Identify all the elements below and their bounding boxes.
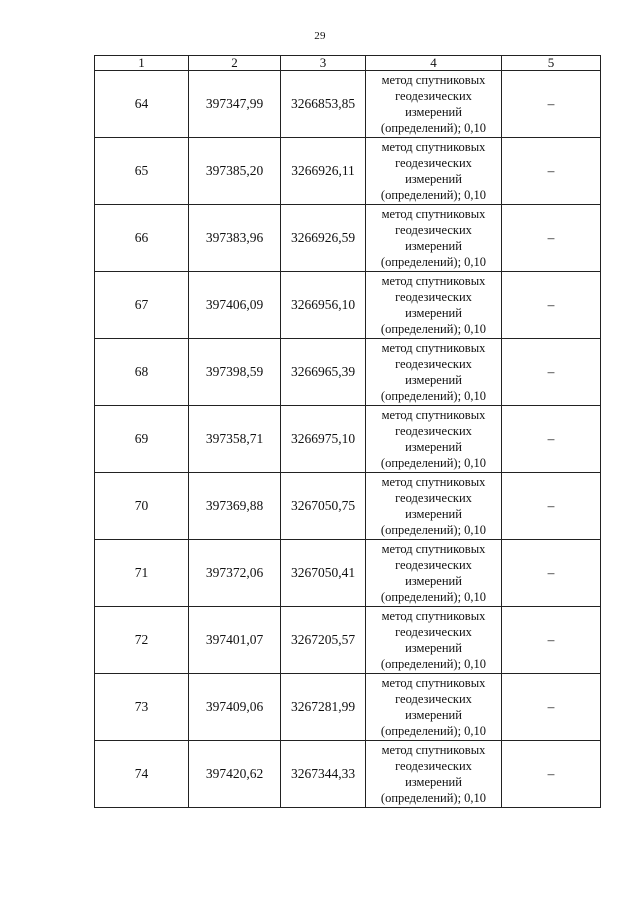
y-coordinate-cell: 3266926,59 — [281, 205, 366, 272]
table-row — [95, 473, 601, 540]
y-coordinate-cell: 3266926,11 — [281, 138, 366, 205]
method-line: геодезических — [395, 156, 472, 170]
method-line: (определений); 0,10 — [380, 456, 487, 470]
y-coordinate-cell: 3266956,10 — [281, 272, 366, 339]
point-number-cell: 65 — [95, 138, 189, 205]
x-coordinate-cell: 397369,88 — [189, 473, 281, 540]
method-line: измерений — [405, 574, 462, 588]
note-cell: – — [502, 138, 601, 205]
method-line: геодезических — [395, 357, 472, 371]
method-line: (определений); 0,10 — [380, 791, 487, 805]
x-coordinate-cell: 397372,06 — [189, 540, 281, 607]
table-row — [95, 406, 601, 473]
method-line: геодезических — [395, 625, 472, 639]
method-line: (определений); 0,10 — [380, 657, 487, 671]
table-row — [95, 272, 601, 339]
coordinates-table — [94, 55, 601, 808]
note-cell: – — [502, 473, 601, 540]
point-number-cell: 71 — [95, 540, 189, 607]
method-line: (определений); 0,10 — [380, 523, 487, 537]
method-line: геодезических — [395, 424, 472, 438]
point-number-cell: 72 — [95, 607, 189, 674]
method-line: метод спутниковых — [381, 73, 486, 87]
y-coordinate-cell: 3266853,85 — [281, 71, 366, 138]
column-header: 1 — [95, 56, 189, 71]
x-coordinate-cell: 397409,06 — [189, 674, 281, 741]
method-line: измерений — [405, 775, 462, 789]
note-cell: – — [502, 674, 601, 741]
x-coordinate-cell: 397347,99 — [189, 71, 281, 138]
method-cell — [366, 741, 502, 808]
point-number-cell: 68 — [95, 339, 189, 406]
page-number: 29 — [314, 30, 326, 42]
method-cell — [366, 272, 502, 339]
y-coordinate-cell: 3267205,57 — [281, 607, 366, 674]
table-row — [95, 607, 601, 674]
method-line: геодезических — [395, 89, 472, 103]
method-line: измерений — [405, 373, 462, 387]
table-row — [95, 674, 601, 741]
y-coordinate-cell: 3266975,10 — [281, 406, 366, 473]
method-line: метод спутниковых — [381, 743, 486, 757]
note-cell: – — [502, 540, 601, 607]
point-number-cell: 69 — [95, 406, 189, 473]
point-number-cell: 70 — [95, 473, 189, 540]
method-cell — [366, 607, 502, 674]
method-line: геодезических — [395, 290, 472, 304]
method-line: метод спутниковых — [381, 408, 486, 422]
method-cell — [366, 674, 502, 741]
method-line: (определений); 0,10 — [380, 322, 487, 336]
note-cell: – — [502, 71, 601, 138]
method-line: геодезических — [395, 759, 472, 773]
table-row — [95, 138, 601, 205]
method-line: метод спутниковых — [381, 676, 486, 690]
method-cell — [366, 540, 502, 607]
table-row — [95, 540, 601, 607]
method-line: измерений — [405, 306, 462, 320]
method-line: (определений); 0,10 — [380, 188, 487, 202]
method-line: геодезических — [395, 223, 472, 237]
method-line: метод спутниковых — [381, 140, 486, 154]
method-cell — [366, 406, 502, 473]
point-number-cell: 64 — [95, 71, 189, 138]
method-line: метод спутниковых — [381, 609, 486, 623]
method-line: геодезических — [395, 558, 472, 572]
y-coordinate-cell: 3266965,39 — [281, 339, 366, 406]
method-line: (определений); 0,10 — [380, 121, 487, 135]
point-number-cell: 73 — [95, 674, 189, 741]
note-cell: – — [502, 741, 601, 808]
method-line: (определений); 0,10 — [380, 724, 487, 738]
y-coordinate-cell: 3267344,33 — [281, 741, 366, 808]
table-row — [95, 339, 601, 406]
note-cell: – — [502, 406, 601, 473]
method-line: метод спутниковых — [381, 542, 486, 556]
method-cell — [366, 138, 502, 205]
x-coordinate-cell: 397358,71 — [189, 406, 281, 473]
x-coordinate-cell: 397420,62 — [189, 741, 281, 808]
method-cell — [366, 473, 502, 540]
method-cell — [366, 205, 502, 272]
point-number-cell: 74 — [95, 741, 189, 808]
point-number-cell: 66 — [95, 205, 189, 272]
table-body — [95, 71, 601, 808]
method-line: измерений — [405, 239, 462, 253]
method-cell — [366, 339, 502, 406]
note-cell: – — [502, 205, 601, 272]
x-coordinate-cell: 397401,07 — [189, 607, 281, 674]
x-coordinate-cell: 397383,96 — [189, 205, 281, 272]
column-header: 2 — [189, 56, 281, 71]
x-coordinate-cell: 397406,09 — [189, 272, 281, 339]
method-cell — [366, 71, 502, 138]
method-line: метод спутниковых — [381, 207, 486, 221]
note-cell: – — [502, 339, 601, 406]
method-line: измерений — [405, 440, 462, 454]
method-line: геодезических — [395, 491, 472, 505]
method-line: метод спутниковых — [381, 475, 486, 489]
table-row — [95, 205, 601, 272]
column-header: 5 — [502, 56, 601, 71]
method-line: измерений — [405, 641, 462, 655]
note-cell: – — [502, 272, 601, 339]
table-header-row — [95, 56, 601, 71]
method-line: (определений); 0,10 — [380, 389, 487, 403]
method-line: (определений); 0,10 — [380, 255, 487, 269]
method-line: измерений — [405, 105, 462, 119]
x-coordinate-cell: 397398,59 — [189, 339, 281, 406]
method-line: измерений — [405, 507, 462, 521]
y-coordinate-cell: 3267050,41 — [281, 540, 366, 607]
x-coordinate-cell: 397385,20 — [189, 138, 281, 205]
method-line: (определений); 0,10 — [380, 590, 487, 604]
method-line: геодезических — [395, 692, 472, 706]
method-line: метод спутниковых — [381, 341, 486, 355]
column-header: 4 — [366, 56, 502, 71]
point-number-cell: 67 — [95, 272, 189, 339]
method-line: метод спутниковых — [381, 274, 486, 288]
method-line: измерений — [405, 172, 462, 186]
method-line: измерений — [405, 708, 462, 722]
note-cell: – — [502, 607, 601, 674]
y-coordinate-cell: 3267281,99 — [281, 674, 366, 741]
column-header: 3 — [281, 56, 366, 71]
table-row — [95, 71, 601, 138]
table-row — [95, 741, 601, 808]
y-coordinate-cell: 3267050,75 — [281, 473, 366, 540]
